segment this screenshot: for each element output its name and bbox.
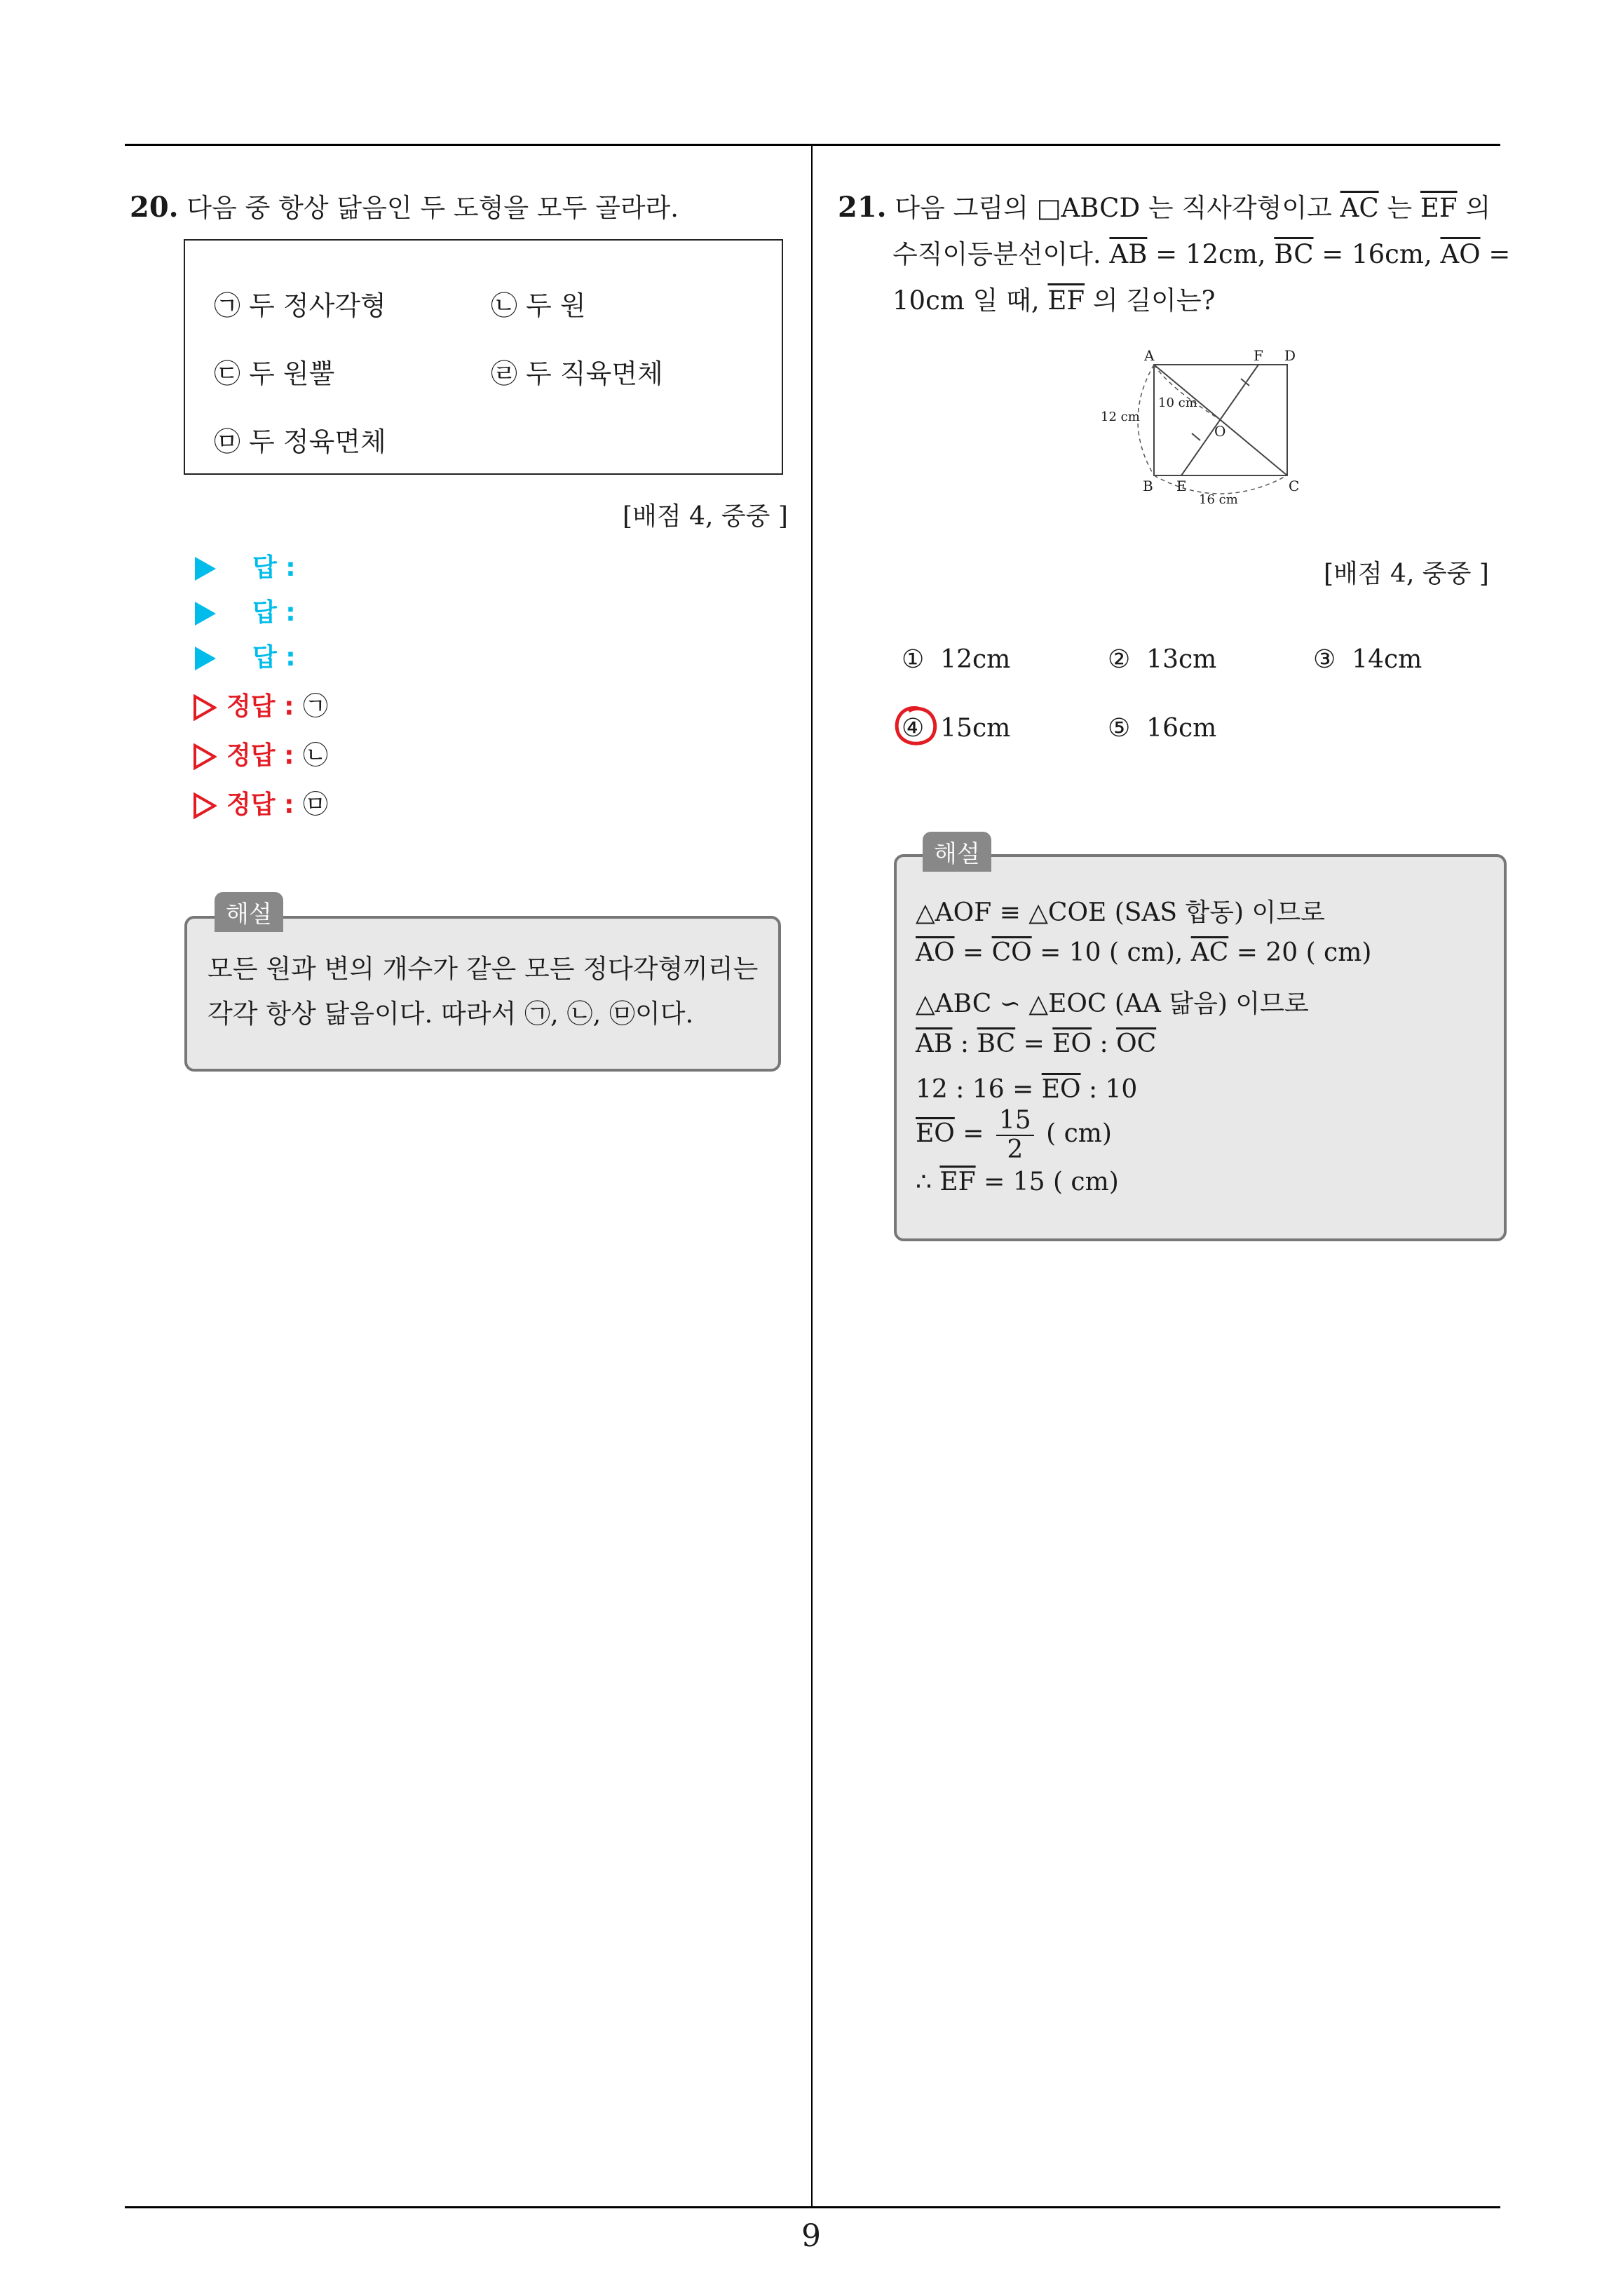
q21-score: [배점 4, 중중 ] bbox=[1324, 560, 1489, 588]
q20-choice-3: ㉢ 두 원뿔 bbox=[214, 358, 335, 389]
label-len-ab: 12 cm bbox=[1101, 410, 1140, 424]
column-divider bbox=[811, 145, 813, 2207]
arc-bc bbox=[1154, 475, 1287, 494]
page-number: 9 bbox=[801, 2218, 821, 2254]
q21-number: 21. bbox=[838, 191, 887, 224]
expl-line-6: $\overline{EO}$ = $\frac{15}{2}$ ( cm) bbox=[916, 1106, 1112, 1164]
outline-triangle-icon bbox=[193, 743, 217, 770]
q21-header: 21. 다음 그림의 □ABCD 는 직사각형이고 $\overline{AC}$ 는 $\overline{EF}$ 의 수직이등분선이다. $\overline{AB} = 12cm$, $\overline{BC} = 16cm$, $\overline{AO}$ = 10cm 일 때, $\overline{EF}$ 의 길이는? bbox=[838, 191, 1511, 316]
play-triangle-icon bbox=[195, 602, 216, 626]
label-f: F bbox=[1254, 347, 1263, 364]
label-o: O bbox=[1214, 423, 1226, 440]
q21-option-3[interactable]: ③ 14cm bbox=[1313, 645, 1422, 674]
q21-rectangle-figure bbox=[1094, 344, 1318, 512]
expl-line-5: 12 : $16 = \overline{EO}$ : 10 bbox=[916, 1075, 1138, 1104]
q20-explanation-text: 모든 원과 변의 개수가 같은 모든 정다각형끼리는 각각 항상 닮음이다. 따라서 ㉠, ㉡, ㉤이다. bbox=[208, 954, 759, 1029]
q20-choice-4: ㉣ 두 직육면체 bbox=[491, 358, 663, 389]
q21-option-2[interactable]: ② 13cm bbox=[1108, 645, 1217, 674]
bottom-rule bbox=[125, 2206, 1500, 2208]
q20-number: 20. bbox=[130, 191, 179, 224]
q20-correct-2: 정답 : ㉡ bbox=[193, 736, 328, 771]
arc-ab bbox=[1138, 365, 1154, 475]
q20-answer-line-2: 답 : bbox=[195, 593, 296, 628]
q21-explanation-tag: 해설 bbox=[923, 832, 991, 872]
outline-triangle-icon bbox=[193, 694, 217, 721]
q21-option-1[interactable]: ① 12cm bbox=[902, 645, 1011, 674]
top-rule bbox=[125, 144, 1500, 146]
q20-question: 다음 중 항상 닮음인 두 도형을 모두 골라라. bbox=[186, 193, 679, 223]
expl-line-4: $\overline{AB}$ : $\overline{BC} = \overline{EO}$ : $\overline{OC}$ bbox=[916, 1029, 1157, 1058]
label-b: B bbox=[1143, 478, 1153, 494]
outline-triangle-icon bbox=[193, 792, 217, 819]
q20-choice-2: ㉡ 두 원 bbox=[491, 290, 586, 321]
label-a: A bbox=[1144, 347, 1155, 364]
segment-ef bbox=[1181, 365, 1258, 475]
q21-option-4[interactable]: ④ 15cm bbox=[902, 714, 1011, 743]
q20-correct-1: 정답 : ㉠ bbox=[193, 687, 328, 722]
q20-correct-3: 정답 : ㉤ bbox=[193, 785, 328, 821]
selected-answer-circle-icon bbox=[892, 704, 941, 750]
q20-answer-line-1: 답 : bbox=[195, 548, 296, 583]
expl-line-2: $\overline{AO} = \overline{CO} = 10$ ( cm), $\overline{AC} = 20$ ( cm) bbox=[916, 938, 1372, 967]
label-e: E bbox=[1176, 478, 1187, 494]
q20-answer-line-3: 답 : bbox=[195, 637, 296, 673]
expl-line-1: △AOF ≡ △COE (SAS 합동) 이므로 bbox=[916, 898, 1325, 927]
q20-choice-5: ㉤ 두 정육면체 bbox=[214, 426, 386, 457]
fraction: $\frac{15}{2}$ bbox=[996, 1107, 1034, 1164]
q20-header bbox=[130, 184, 679, 231]
play-triangle-icon bbox=[195, 557, 216, 581]
q21-option-5[interactable]: ⑤ 16cm bbox=[1108, 714, 1217, 743]
q20-score: [배점 4, 중중 ] bbox=[623, 502, 788, 531]
expl-line-7: ∴ $\overline{EF} = 15$ ( cm) bbox=[916, 1168, 1119, 1196]
tick-mark bbox=[1192, 433, 1200, 440]
q20-choice-1: ㉠ 두 정사각형 bbox=[214, 290, 386, 321]
q20-explanation-tag: 해설 bbox=[215, 892, 283, 932]
label-len-bc: 16 cm bbox=[1199, 492, 1238, 507]
label-c: C bbox=[1289, 478, 1300, 494]
label-d: D bbox=[1284, 347, 1296, 364]
expl-line-3: △ABC ∽ △EOC (AA 닮음) 이므로 bbox=[916, 990, 1309, 1018]
label-len-ao: 10 cm bbox=[1158, 396, 1197, 410]
play-triangle-icon bbox=[195, 647, 216, 670]
